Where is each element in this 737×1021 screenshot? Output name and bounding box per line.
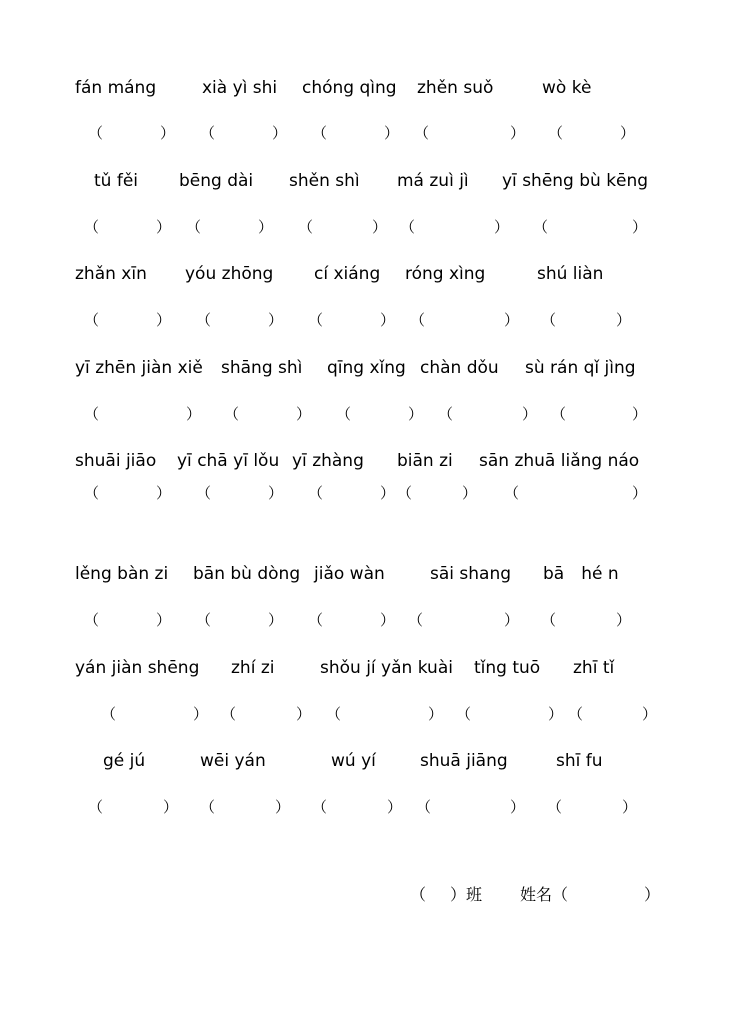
answer-blank[interactable] — [84, 218, 172, 236]
close-bracket: ） — [510, 124, 526, 142]
close-bracket: ） — [462, 484, 478, 502]
close-bracket: ） — [163, 798, 179, 816]
open-bracket: （ — [547, 798, 563, 816]
open-bracket: （ — [84, 611, 100, 629]
open-bracket: （ — [504, 484, 520, 502]
close-bracket: ） — [504, 611, 520, 629]
open-bracket: （ — [541, 311, 557, 329]
answer-blank[interactable] — [548, 124, 636, 142]
open-bracket: （ — [416, 798, 432, 816]
pinyin-prompt: sān zhuā liǎng náo — [479, 451, 640, 471]
close-bracket: ） — [380, 484, 396, 502]
close-bracket: ） — [428, 705, 444, 723]
answer-blank[interactable] — [186, 218, 274, 236]
pinyin-prompt: zhěn suǒ — [417, 78, 494, 98]
pinyin-prompt: yóu zhōng — [185, 264, 274, 284]
pinyin-prompt: gé jú — [103, 751, 146, 771]
answer-blank[interactable] — [196, 311, 284, 329]
open-bracket: （ — [336, 405, 352, 423]
answer-blank[interactable] — [414, 124, 526, 142]
answer-blank[interactable] — [84, 484, 172, 502]
pinyin-prompt: yī chā yī lǒu — [177, 451, 280, 471]
pinyin-prompt: chàn dǒu — [420, 358, 499, 378]
answer-blank[interactable] — [298, 218, 388, 236]
open-bracket: （ — [312, 124, 328, 142]
pinyin-prompt: cí xiáng — [314, 264, 381, 284]
close-bracket: ） — [620, 124, 636, 142]
answer-blank[interactable] — [308, 311, 396, 329]
pinyin-prompt: bēng dài — [179, 171, 254, 191]
pinyin-prompt: róng xìng — [405, 264, 486, 284]
name-close-bracket: ） — [644, 885, 661, 904]
open-bracket: （ — [224, 405, 240, 423]
pinyin-prompt: wú yí — [331, 751, 376, 771]
answer-blank[interactable] — [308, 611, 396, 629]
open-bracket: （ — [397, 484, 413, 502]
open-bracket: （ — [456, 705, 472, 723]
pinyin-prompt: shuā jiāng — [420, 751, 508, 771]
open-bracket: （ — [308, 611, 324, 629]
pinyin-prompt: má zuì jì — [397, 171, 469, 191]
close-bracket: ） — [632, 405, 648, 423]
pinyin-prompt: shī fu — [556, 751, 603, 771]
pinyin-prompt: biān zi — [397, 451, 453, 471]
open-bracket: （ — [84, 218, 100, 236]
open-bracket: （ — [312, 798, 328, 816]
close-bracket: ） — [642, 705, 658, 723]
close-bracket: ） — [268, 484, 284, 502]
open-bracket: （ — [186, 218, 202, 236]
close-bracket: ） — [510, 798, 526, 816]
open-bracket: （ — [88, 798, 104, 816]
close-bracket: ） — [160, 124, 176, 142]
close-bracket: ） — [258, 218, 274, 236]
pinyin-prompt: shuāi jiāo — [75, 451, 157, 471]
pinyin-prompt: zhī tǐ — [573, 658, 615, 678]
answer-blank[interactable] — [200, 798, 291, 816]
answer-blank[interactable] — [416, 798, 526, 816]
open-bracket: （ — [568, 705, 584, 723]
answer-blank[interactable] — [541, 611, 632, 629]
open-bracket: （ — [200, 798, 216, 816]
answer-blank[interactable] — [408, 611, 520, 629]
answer-blank[interactable] — [308, 484, 396, 502]
pinyin-prompt: yī shēng bù kēng — [502, 171, 649, 191]
close-bracket: ） — [268, 311, 284, 329]
pinyin-prompt: xià yì shi — [202, 78, 278, 98]
pinyin-prompt: chóng qìng — [302, 78, 397, 98]
close-bracket: ） — [296, 705, 312, 723]
open-bracket: （ — [84, 311, 100, 329]
open-bracket: （ — [414, 124, 430, 142]
answer-blank[interactable] — [326, 705, 444, 723]
pinyin-prompt: shǒu jí yǎn kuài — [320, 658, 453, 678]
close-bracket: ） — [387, 798, 403, 816]
answer-blank[interactable] — [196, 484, 284, 502]
close-bracket: ） — [275, 798, 291, 816]
pinyin-prompt: tǔ fěi — [94, 171, 139, 191]
answer-blank[interactable] — [397, 484, 478, 502]
close-bracket: ） — [522, 405, 538, 423]
answer-blank[interactable] — [336, 405, 424, 423]
close-bracket: ） — [616, 311, 632, 329]
answer-blank[interactable] — [438, 405, 538, 423]
close-bracket: ） — [380, 311, 396, 329]
pinyin-prompt: lěng bàn zi — [75, 564, 169, 584]
close-bracket: ） — [504, 311, 520, 329]
open-bracket: （ — [298, 218, 314, 236]
pinyin-prompt: zhí zi — [231, 658, 275, 678]
open-bracket: （ — [84, 405, 100, 423]
answer-blank[interactable] — [547, 798, 638, 816]
open-bracket: （ — [541, 611, 557, 629]
close-bracket: ） — [156, 611, 172, 629]
open-bracket: （ — [196, 484, 212, 502]
pinyin-prompt: yán jiàn shēng — [75, 658, 200, 678]
close-bracket: ） — [548, 705, 564, 723]
class-label: ）班 — [450, 885, 483, 904]
answer-blank[interactable] — [221, 705, 312, 723]
answer-blank[interactable] — [84, 611, 172, 629]
open-bracket: （ — [533, 218, 549, 236]
answer-blank[interactable] — [200, 124, 288, 142]
answer-blank[interactable] — [312, 124, 400, 142]
answer-blank[interactable] — [551, 405, 648, 423]
open-bracket: （ — [308, 311, 324, 329]
pinyin-prompt: tǐng tuō — [474, 658, 541, 678]
pinyin-prompt: sù rán qǐ jìng — [525, 358, 636, 378]
close-bracket: ） — [272, 124, 288, 142]
open-bracket: （ — [221, 705, 237, 723]
close-bracket: ） — [384, 124, 400, 142]
pinyin-prompt: shú liàn — [537, 264, 604, 284]
open-bracket: （ — [308, 484, 324, 502]
open-bracket: （ — [408, 611, 424, 629]
close-bracket: ） — [494, 218, 510, 236]
pinyin-prompt: shěn shì — [289, 171, 360, 191]
close-bracket: ） — [156, 218, 172, 236]
answer-blank[interactable] — [84, 405, 202, 423]
answer-blank[interactable] — [533, 218, 648, 236]
name-label: 姓名（ — [520, 885, 569, 904]
open-bracket: （ — [84, 484, 100, 502]
open-bracket: （ — [410, 311, 426, 329]
answer-blank[interactable] — [312, 798, 403, 816]
pinyin-prompt: bān bù dòng — [193, 564, 301, 584]
answer-blank[interactable] — [84, 311, 172, 329]
close-bracket: ） — [408, 405, 424, 423]
answer-blank[interactable] — [568, 705, 658, 723]
close-bracket: ） — [372, 218, 388, 236]
close-bracket: ） — [268, 611, 284, 629]
close-bracket: ） — [296, 405, 312, 423]
pinyin-prompt: sāi shang — [430, 564, 512, 584]
open-bracket: （ — [200, 124, 216, 142]
open-bracket: （ — [548, 124, 564, 142]
answer-blank[interactable] — [88, 124, 176, 142]
pinyin-prompt: wò kè — [542, 78, 592, 98]
answer-blank[interactable] — [541, 311, 632, 329]
pinyin-prompt: yī zhàng — [292, 451, 364, 471]
pinyin-prompt: jiǎo wàn — [314, 564, 385, 584]
answer-blank[interactable] — [101, 705, 209, 723]
close-bracket: ） — [156, 484, 172, 502]
pinyin-prompt: fán máng — [75, 78, 157, 98]
open-bracket: （ — [196, 611, 212, 629]
open-bracket: （ — [88, 124, 104, 142]
answer-blank[interactable] — [456, 705, 564, 723]
pinyin-prompt: zhǎn xīn — [75, 264, 147, 284]
answer-blank[interactable] — [224, 405, 312, 423]
pinyin-prompt: shāng shì — [221, 358, 303, 378]
close-bracket: ） — [632, 484, 648, 502]
close-bracket: ） — [193, 705, 209, 723]
open-bracket: （ — [101, 705, 117, 723]
close-bracket: ） — [632, 218, 648, 236]
class-open-bracket: （ — [410, 885, 427, 904]
open-bracket: （ — [196, 311, 212, 329]
close-bracket: ） — [380, 611, 396, 629]
close-bracket: ） — [186, 405, 202, 423]
answer-blank[interactable] — [410, 311, 520, 329]
close-bracket: ） — [622, 798, 638, 816]
close-bracket: ） — [156, 311, 172, 329]
open-bracket: （ — [326, 705, 342, 723]
answer-blank[interactable] — [88, 798, 179, 816]
pinyin-prompt: yī zhēn jiàn xiě — [75, 358, 203, 378]
pinyin-prompt: qīng xǐng — [327, 358, 406, 378]
answer-blank[interactable] — [504, 484, 648, 502]
answer-blank[interactable] — [196, 611, 284, 629]
close-bracket: ） — [616, 611, 632, 629]
answer-blank[interactable] — [400, 218, 510, 236]
open-bracket: （ — [438, 405, 454, 423]
open-bracket: （ — [551, 405, 567, 423]
pinyin-prompt: wēi yán — [200, 751, 266, 771]
pinyin-prompt: bā hé n — [543, 564, 619, 584]
open-bracket: （ — [400, 218, 416, 236]
